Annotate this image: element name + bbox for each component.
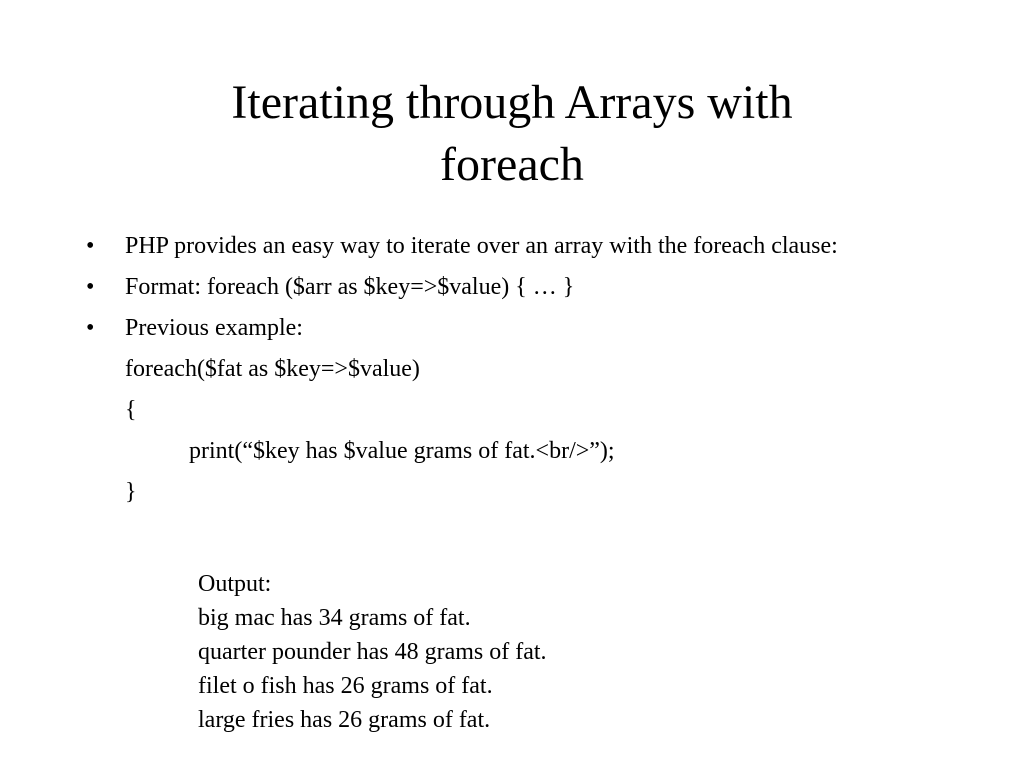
slide-title [60,72,964,196]
bullet-item [86,311,946,345]
bullet-item [86,270,946,304]
bullet-text: PHP provides an easy way to iterate over an array with the foreach clause: [125,233,838,259]
output-line: quarter pounder has 48 grams of fat. [198,639,547,665]
bullet-marker: • [86,274,95,300]
title-line: foreach [440,138,584,191]
code-line: } [125,479,137,505]
code-line: foreach($fat as $key=>$value) [125,356,420,382]
output-line: large fries has 26 grams of fat. [198,707,491,733]
bullet-item [86,229,946,263]
bullet-marker: • [86,315,95,341]
code-line: print(“$key has $value grams of fat.<br/>”); [189,438,615,464]
title-line: Iterating through Arrays with [231,76,793,129]
code-line: { [125,397,137,423]
output-line: filet o fish has 26 grams of fat. [198,673,493,699]
bullet-text: Previous example: [125,315,303,341]
bullet-text: Format: foreach ($arr as $key=>$value) { … } [125,274,575,300]
output-line: big mac has 34 grams of fat. [198,605,471,631]
output-label: Output: [198,571,272,597]
bullet-marker: • [86,233,95,259]
slide-body [86,229,946,516]
output-block [198,567,547,737]
